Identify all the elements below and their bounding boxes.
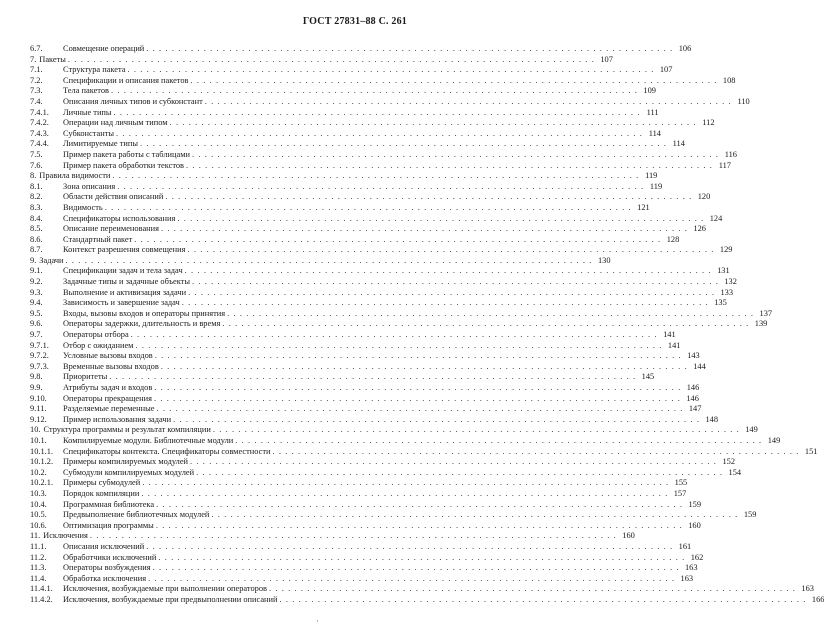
- toc-entry-number: 7.: [30, 54, 37, 64]
- toc-dot-leader: [111, 86, 638, 97]
- toc-entry-title: Временные вызовы входов: [63, 361, 159, 371]
- toc-entry-number: 10.2.1.: [30, 478, 54, 488]
- toc-entry-title: Условные вызовы входов: [63, 351, 153, 361]
- toc-entry: [30, 266, 730, 277]
- toc-entry: [30, 107, 659, 119]
- toc-dot-leader: [187, 245, 714, 256]
- toc-entry-number: 9.8.: [30, 372, 43, 382]
- toc-entry-title: Оптимизация программы: [63, 520, 154, 530]
- toc-dot-leader: [235, 436, 762, 447]
- toc-entry-title: Спецификаторы контекста. Спецификаторы совместности: [63, 446, 271, 456]
- toc-dot-leader: [161, 362, 688, 373]
- toc-entry-number: 10.1.2.: [30, 457, 54, 467]
- toc-entry: [30, 520, 701, 532]
- toc-entry-number: 7.4.2.: [30, 118, 49, 128]
- toc-entry-page: 149: [767, 435, 781, 445]
- toc-entry: [30, 234, 680, 246]
- toc-entry: [30, 499, 702, 511]
- toc-entry-page: 109: [643, 86, 656, 96]
- toc-entry-title: Компилируемые модули. Библиотечные модули: [63, 435, 234, 445]
- toc-entry-page: 161: [678, 541, 692, 551]
- toc-entry-page: 120: [697, 192, 711, 202]
- toc-entry-page: 163: [801, 584, 814, 594]
- toc-entry: [30, 128, 661, 140]
- toc-entry-page: 151: [804, 446, 818, 456]
- toc-entry-number: 8.3.: [30, 202, 43, 212]
- toc-entry-number: 9.6.: [30, 319, 43, 329]
- toc-entry: [30, 213, 723, 225]
- toc-entry: [30, 192, 711, 203]
- toc-entry-title: Порядок компиляции: [63, 488, 140, 498]
- toc-entry-title: Задачи: [39, 255, 64, 265]
- toc-entry: [30, 75, 736, 87]
- toc-entry-number: 9.12.: [30, 414, 47, 424]
- toc-entry-page: 159: [743, 510, 757, 520]
- toc-dot-leader: [196, 468, 723, 479]
- toc-dot-leader: [269, 584, 796, 595]
- toc-dot-leader: [177, 214, 704, 225]
- toc-entry-page: 110: [737, 96, 750, 106]
- toc-entry: [30, 467, 742, 479]
- toc-entry: [30, 245, 733, 256]
- toc-entry-number: 9.1.: [30, 266, 43, 276]
- toc-entry-page: 130: [597, 255, 611, 265]
- toc-dot-leader: [153, 563, 680, 574]
- toc-entry-number: 9.10.: [30, 393, 47, 403]
- toc-entry-title: Видимость: [63, 202, 103, 212]
- toc-entry-page: 131: [717, 266, 730, 276]
- toc-entry-title: Задачные типы и задачные объекты: [63, 277, 190, 287]
- toc-dot-leader: [222, 319, 749, 330]
- toc-dot-leader: [116, 129, 643, 140]
- toc-entry: [30, 139, 685, 150]
- toc-entry-number: 10.2.: [30, 467, 47, 477]
- toc-entry-title: Обработка исключения: [63, 573, 147, 583]
- toc-entry: [30, 319, 768, 330]
- toc-entry-page: 147: [688, 404, 702, 414]
- toc-entry: [30, 404, 702, 415]
- toc-entry-page: 144: [693, 361, 706, 371]
- toc-entry-number: 7.4.1.: [30, 107, 49, 117]
- toc-dot-leader: [155, 351, 682, 362]
- toc-dot-leader: [161, 224, 688, 235]
- page-header: ГОСТ 27831–88 С. 261: [302, 16, 407, 27]
- toc-dot-leader: [135, 341, 662, 352]
- toc-entry: [30, 563, 698, 574]
- toc-entry: [30, 340, 681, 352]
- toc-entry-title: Обработчики исключений: [63, 552, 157, 562]
- toc-entry-page: 119: [649, 181, 663, 191]
- toc-entry-number: 8.4.: [30, 213, 43, 223]
- toc-entry-number: 7.4.4.: [30, 139, 49, 149]
- toc-entry-page: 157: [673, 488, 687, 498]
- toc-entry-title: Примеры компилируемых модулей: [63, 457, 189, 467]
- toc-dot-leader: [127, 65, 654, 76]
- toc-entry-number: 10.3.: [30, 488, 47, 498]
- toc-entry-number: 8.: [30, 171, 37, 181]
- toc-entry: [30, 457, 735, 468]
- toc-entry-number: 10.: [30, 425, 41, 435]
- toc-entry-page: 166: [811, 594, 824, 604]
- toc-entry-number: 7.2.: [30, 75, 43, 85]
- toc-entry-number: 9.9.: [30, 383, 43, 392]
- toc-entry-title: Описания исключений: [63, 541, 145, 551]
- toc-entry-number: 11.3.: [30, 563, 47, 573]
- toc-entry: [30, 361, 706, 373]
- toc-entry: [30, 149, 737, 161]
- toc-entry-number: 7.1.: [30, 65, 43, 75]
- toc-entry: [30, 541, 692, 553]
- toc-dot-leader: [165, 192, 692, 203]
- toc-entry-number: 7.4.: [30, 96, 43, 106]
- toc-entry-title: Программная библиотека: [63, 499, 155, 509]
- toc-entry: [30, 584, 814, 595]
- toc-entry-title: Личные типы: [63, 107, 112, 117]
- toc-entry-page: 133: [720, 287, 734, 297]
- toc-entry: [30, 44, 692, 55]
- toc-entry-number: 9.11.: [30, 404, 47, 414]
- toc-entry-page: 106: [678, 44, 692, 53]
- toc-entry: [30, 118, 715, 129]
- toc-entry-page: 159: [688, 499, 702, 509]
- toc-entry: [30, 552, 704, 564]
- toc-entry-title: Пример пакета обработки текстов: [63, 160, 185, 170]
- toc-dot-leader: [109, 372, 636, 383]
- toc-entry-title: Описания личных типов и субконстант: [63, 96, 203, 106]
- toc-entry-number: 10.1.1.: [30, 446, 54, 456]
- toc-entry-number: 11.4.1.: [30, 584, 53, 594]
- toc-entry-title: Спецификаторы использования: [63, 213, 176, 223]
- toc-entry-page: 111: [646, 107, 659, 117]
- toc-entry-title: Выполнение и активизация задачи: [63, 287, 187, 297]
- toc-entry-page: 132: [724, 277, 737, 287]
- toc-entry-page: 137: [759, 308, 773, 318]
- toc-chapter-entry: [30, 54, 613, 66]
- toc-dot-leader: [272, 447, 799, 458]
- toc-entry-title: Зона описания: [63, 181, 116, 191]
- toc-entry-title: Контекст разрешения совмещения: [63, 245, 186, 255]
- toc-entry: [30, 446, 818, 458]
- toc-entry-page: 117: [718, 160, 731, 170]
- toc-entry: [30, 372, 655, 383]
- toc-entry-number: 8.2.: [30, 192, 43, 202]
- toc-entry-page: 152: [722, 457, 735, 467]
- toc-entry: [30, 298, 727, 309]
- toc-entry-number: 8.1.: [30, 181, 43, 191]
- toc-entry-number: 10.5.: [30, 510, 47, 520]
- toc-entry: [30, 351, 700, 362]
- toc-entry-page: 107: [600, 54, 613, 64]
- toc-entry: [30, 86, 656, 97]
- toc-entry-page: 141: [663, 330, 676, 340]
- toc-entry-number: 10.4.: [30, 499, 47, 509]
- toc-entry-title: Операторы отбора: [63, 330, 129, 340]
- toc-dot-leader: [146, 44, 673, 55]
- toc-entry-page: 163: [684, 563, 698, 573]
- toc-entry-number: 11.4.: [30, 573, 47, 583]
- toc-entry-number: 8.5.: [30, 224, 43, 234]
- toc-entry-page: 119: [645, 171, 658, 181]
- toc-entry-page: 149: [745, 425, 758, 435]
- toc-entry: [30, 330, 676, 341]
- toc-entry-page: 114: [672, 139, 685, 149]
- toc-dot-leader: [170, 118, 697, 129]
- toc-dot-leader: [186, 161, 713, 172]
- toc-entry: [30, 202, 650, 214]
- toc-entry-title: Спецификации задач и тела задач: [63, 266, 183, 276]
- table-of-contents: [30, 44, 824, 605]
- toc-chapter-entry: [30, 531, 635, 542]
- toc-entry-title: Описание переименования: [63, 224, 159, 234]
- toc-entry-page: 162: [690, 552, 704, 562]
- toc-entry-page: 124: [709, 213, 723, 223]
- toc-entry-title: Операции над личным типом: [63, 118, 168, 128]
- toc-entry-number: 7.6.: [30, 160, 43, 170]
- toc-entry-page: 145: [641, 372, 655, 382]
- toc-entry-number: 10.1.: [30, 435, 47, 445]
- toc-entry-title: Субконстанты: [63, 128, 114, 138]
- toc-dot-leader: [182, 298, 709, 309]
- toc-entry-page: 146: [686, 383, 700, 392]
- toc-entry-page: 155: [674, 478, 688, 488]
- toc-entry-page: 141: [667, 340, 681, 350]
- toc-dot-leader: [68, 55, 595, 66]
- toc-entry-title: Разделяемые переменные: [63, 404, 155, 414]
- toc-entry: [30, 478, 688, 489]
- toc-entry-number: 8.6.: [30, 234, 43, 244]
- toc-entry-number: 11.4.2.: [30, 594, 53, 604]
- toc-entry-title: Совмещение операций: [63, 44, 145, 53]
- toc-dot-leader: [156, 521, 683, 532]
- toc-entry-number: 11.: [30, 531, 41, 541]
- footer-mark: ·: [316, 617, 319, 626]
- toc-entry-number: 6.7.: [30, 44, 43, 53]
- toc-entry: [30, 435, 781, 447]
- toc-dot-leader: [146, 542, 673, 553]
- toc-dot-leader: [188, 288, 715, 299]
- toc-entry-title: Исключения: [43, 531, 88, 541]
- toc-dot-leader: [173, 415, 700, 426]
- toc-entry-number: 11.2.: [30, 552, 47, 562]
- toc-entry-title: Атрибуты задач и входов: [63, 383, 153, 392]
- toc-entry-number: 9.7.1.: [30, 340, 49, 350]
- toc-entry-title: Пакеты: [39, 54, 66, 64]
- toc-dot-leader: [192, 150, 719, 161]
- toc-entry-number: 9.3.: [30, 287, 43, 297]
- toc-dot-leader: [156, 404, 683, 415]
- toc-entry: [30, 277, 737, 288]
- toc-dot-leader: [105, 203, 632, 214]
- toc-entry: [30, 510, 757, 521]
- toc-entry: [30, 488, 687, 500]
- toc-entry-number: 9.4.: [30, 298, 43, 308]
- toc-entry-number: 7.3.: [30, 86, 43, 96]
- toc-entry-title: Входы, вызовы входов и операторы принятия: [63, 308, 226, 318]
- toc-entry-number: 7.5.: [30, 149, 43, 159]
- toc-dot-leader: [192, 277, 719, 288]
- toc-entry-number: 10.6.: [30, 520, 47, 530]
- toc-entry-title: Операторы прекращения: [63, 393, 152, 403]
- toc-entry-number: 11.1.: [30, 541, 47, 551]
- toc-entry-page: 146: [686, 393, 699, 403]
- toc-dot-leader: [114, 108, 641, 119]
- toc-entry: [30, 65, 673, 76]
- toc-entry-page: 126: [693, 224, 706, 234]
- toc-chapter-entry: [30, 171, 658, 182]
- toc-chapter-entry: [30, 425, 758, 436]
- toc-entry-number: 9.7.: [30, 330, 43, 340]
- toc-entry-number: 9.: [30, 255, 37, 265]
- toc-entry-title: Стандартный пакет: [63, 234, 133, 244]
- toc-entry-page: 163: [680, 573, 694, 583]
- toc-entry-page: 148: [705, 414, 719, 424]
- toc-entry-number: 8.7.: [30, 245, 43, 255]
- toc-dot-leader: [213, 425, 740, 436]
- toc-entry-page: 116: [724, 149, 737, 159]
- toc-entry-page: 107: [659, 65, 673, 75]
- toc-entry-title: Структура пакета: [63, 65, 126, 75]
- toc-dot-leader: [131, 330, 658, 341]
- toc-entry-title: Предвыполнение библиотечных модулей: [63, 510, 210, 520]
- toc-entry-number: 9.7.3.: [30, 361, 49, 371]
- toc-dot-leader: [141, 489, 668, 500]
- toc-entry-title: Субмодули компилируемых модулей: [63, 467, 195, 477]
- toc-entry-title: Примеры субмодулей: [63, 478, 141, 488]
- toc-entry-title: Тела пакетов: [63, 86, 109, 96]
- toc-entry-page: 135: [714, 298, 727, 308]
- toc-entry-page: 154: [728, 467, 742, 477]
- toc-dot-leader: [154, 383, 681, 394]
- toc-dot-leader: [112, 171, 639, 182]
- toc-entry: [30, 181, 663, 193]
- toc-entry-title: Пример пакета работы с таблицами: [63, 149, 190, 159]
- toc-entry: [30, 96, 750, 108]
- toc-entry-title: Исключения, возбуждаемые при предвыполнении описаний: [63, 594, 278, 604]
- toc-entry-page: 108: [722, 75, 736, 85]
- toc-dot-leader: [280, 595, 807, 606]
- toc-entry-title: Зависимость и завершение задач: [63, 298, 180, 308]
- toc-entry-title: Операторы задержки, длительность и время: [63, 319, 221, 329]
- toc-entry-title: Спецификации и описания пакетов: [63, 75, 189, 85]
- toc-entry: [30, 383, 700, 394]
- toc-entry: [30, 308, 773, 320]
- toc-entry: [30, 287, 734, 299]
- toc-entry-title: Структура программы и результат компиляции: [43, 425, 211, 435]
- toc-entry-title: Отбор с ожиданием: [63, 340, 134, 350]
- toc-dot-leader: [227, 309, 754, 320]
- toc-dot-leader: [158, 553, 685, 564]
- toc-entry: [30, 573, 694, 585]
- toc-dot-leader: [154, 394, 681, 405]
- toc-dot-leader: [190, 457, 717, 468]
- toc-chapter-entry: [30, 255, 611, 267]
- toc-entry-page: 139: [754, 319, 768, 329]
- toc-dot-leader: [134, 235, 661, 246]
- toc-entry-page: 128: [666, 234, 680, 244]
- toc-dot-leader: [148, 574, 675, 585]
- toc-entry-title: Операторы возбуждения: [63, 563, 151, 573]
- toc-entry-page: 160: [688, 520, 701, 530]
- toc-dot-leader: [140, 139, 667, 150]
- toc-dot-leader: [211, 510, 738, 521]
- toc-dot-leader: [191, 76, 718, 87]
- toc-entry-title: Правила видимости: [39, 171, 111, 181]
- toc-entry-number: 9.5.: [30, 308, 43, 318]
- toc-entry-page: 114: [648, 128, 661, 138]
- toc-dot-leader: [90, 531, 617, 542]
- toc-entry-number: 9.7.2.: [30, 351, 49, 361]
- toc-dot-leader: [205, 97, 732, 108]
- toc-entry-page: 160: [622, 531, 635, 541]
- toc-dot-leader: [142, 478, 669, 489]
- toc-dot-leader: [66, 256, 593, 267]
- toc-entry-title: Исключения, возбуждаемые при выполнении операторов: [63, 584, 267, 594]
- toc-entry-number: 7.4.3.: [30, 128, 49, 138]
- toc-entry-page: 121: [637, 202, 650, 212]
- toc-entry-page: 112: [702, 118, 715, 128]
- toc-dot-leader: [117, 182, 644, 193]
- toc-entry: [30, 594, 824, 606]
- toc-dot-leader: [185, 266, 712, 277]
- toc-entry-title: Лимитируемые типы: [63, 139, 138, 149]
- toc-dot-leader: [156, 500, 683, 511]
- toc-entry: [30, 393, 699, 405]
- toc-entry: [30, 160, 731, 172]
- toc-entry-title: Области действия описаний: [63, 192, 164, 202]
- toc-entry-title: Приоритеты: [63, 372, 108, 382]
- toc-entry: [30, 414, 719, 426]
- toc-entry: [30, 224, 706, 235]
- toc-entry-page: 143: [687, 351, 700, 361]
- toc-entry-page: 129: [719, 245, 733, 255]
- toc-entry-title: Пример использования задачи: [63, 414, 172, 424]
- toc-entry-number: 9.2.: [30, 277, 43, 287]
